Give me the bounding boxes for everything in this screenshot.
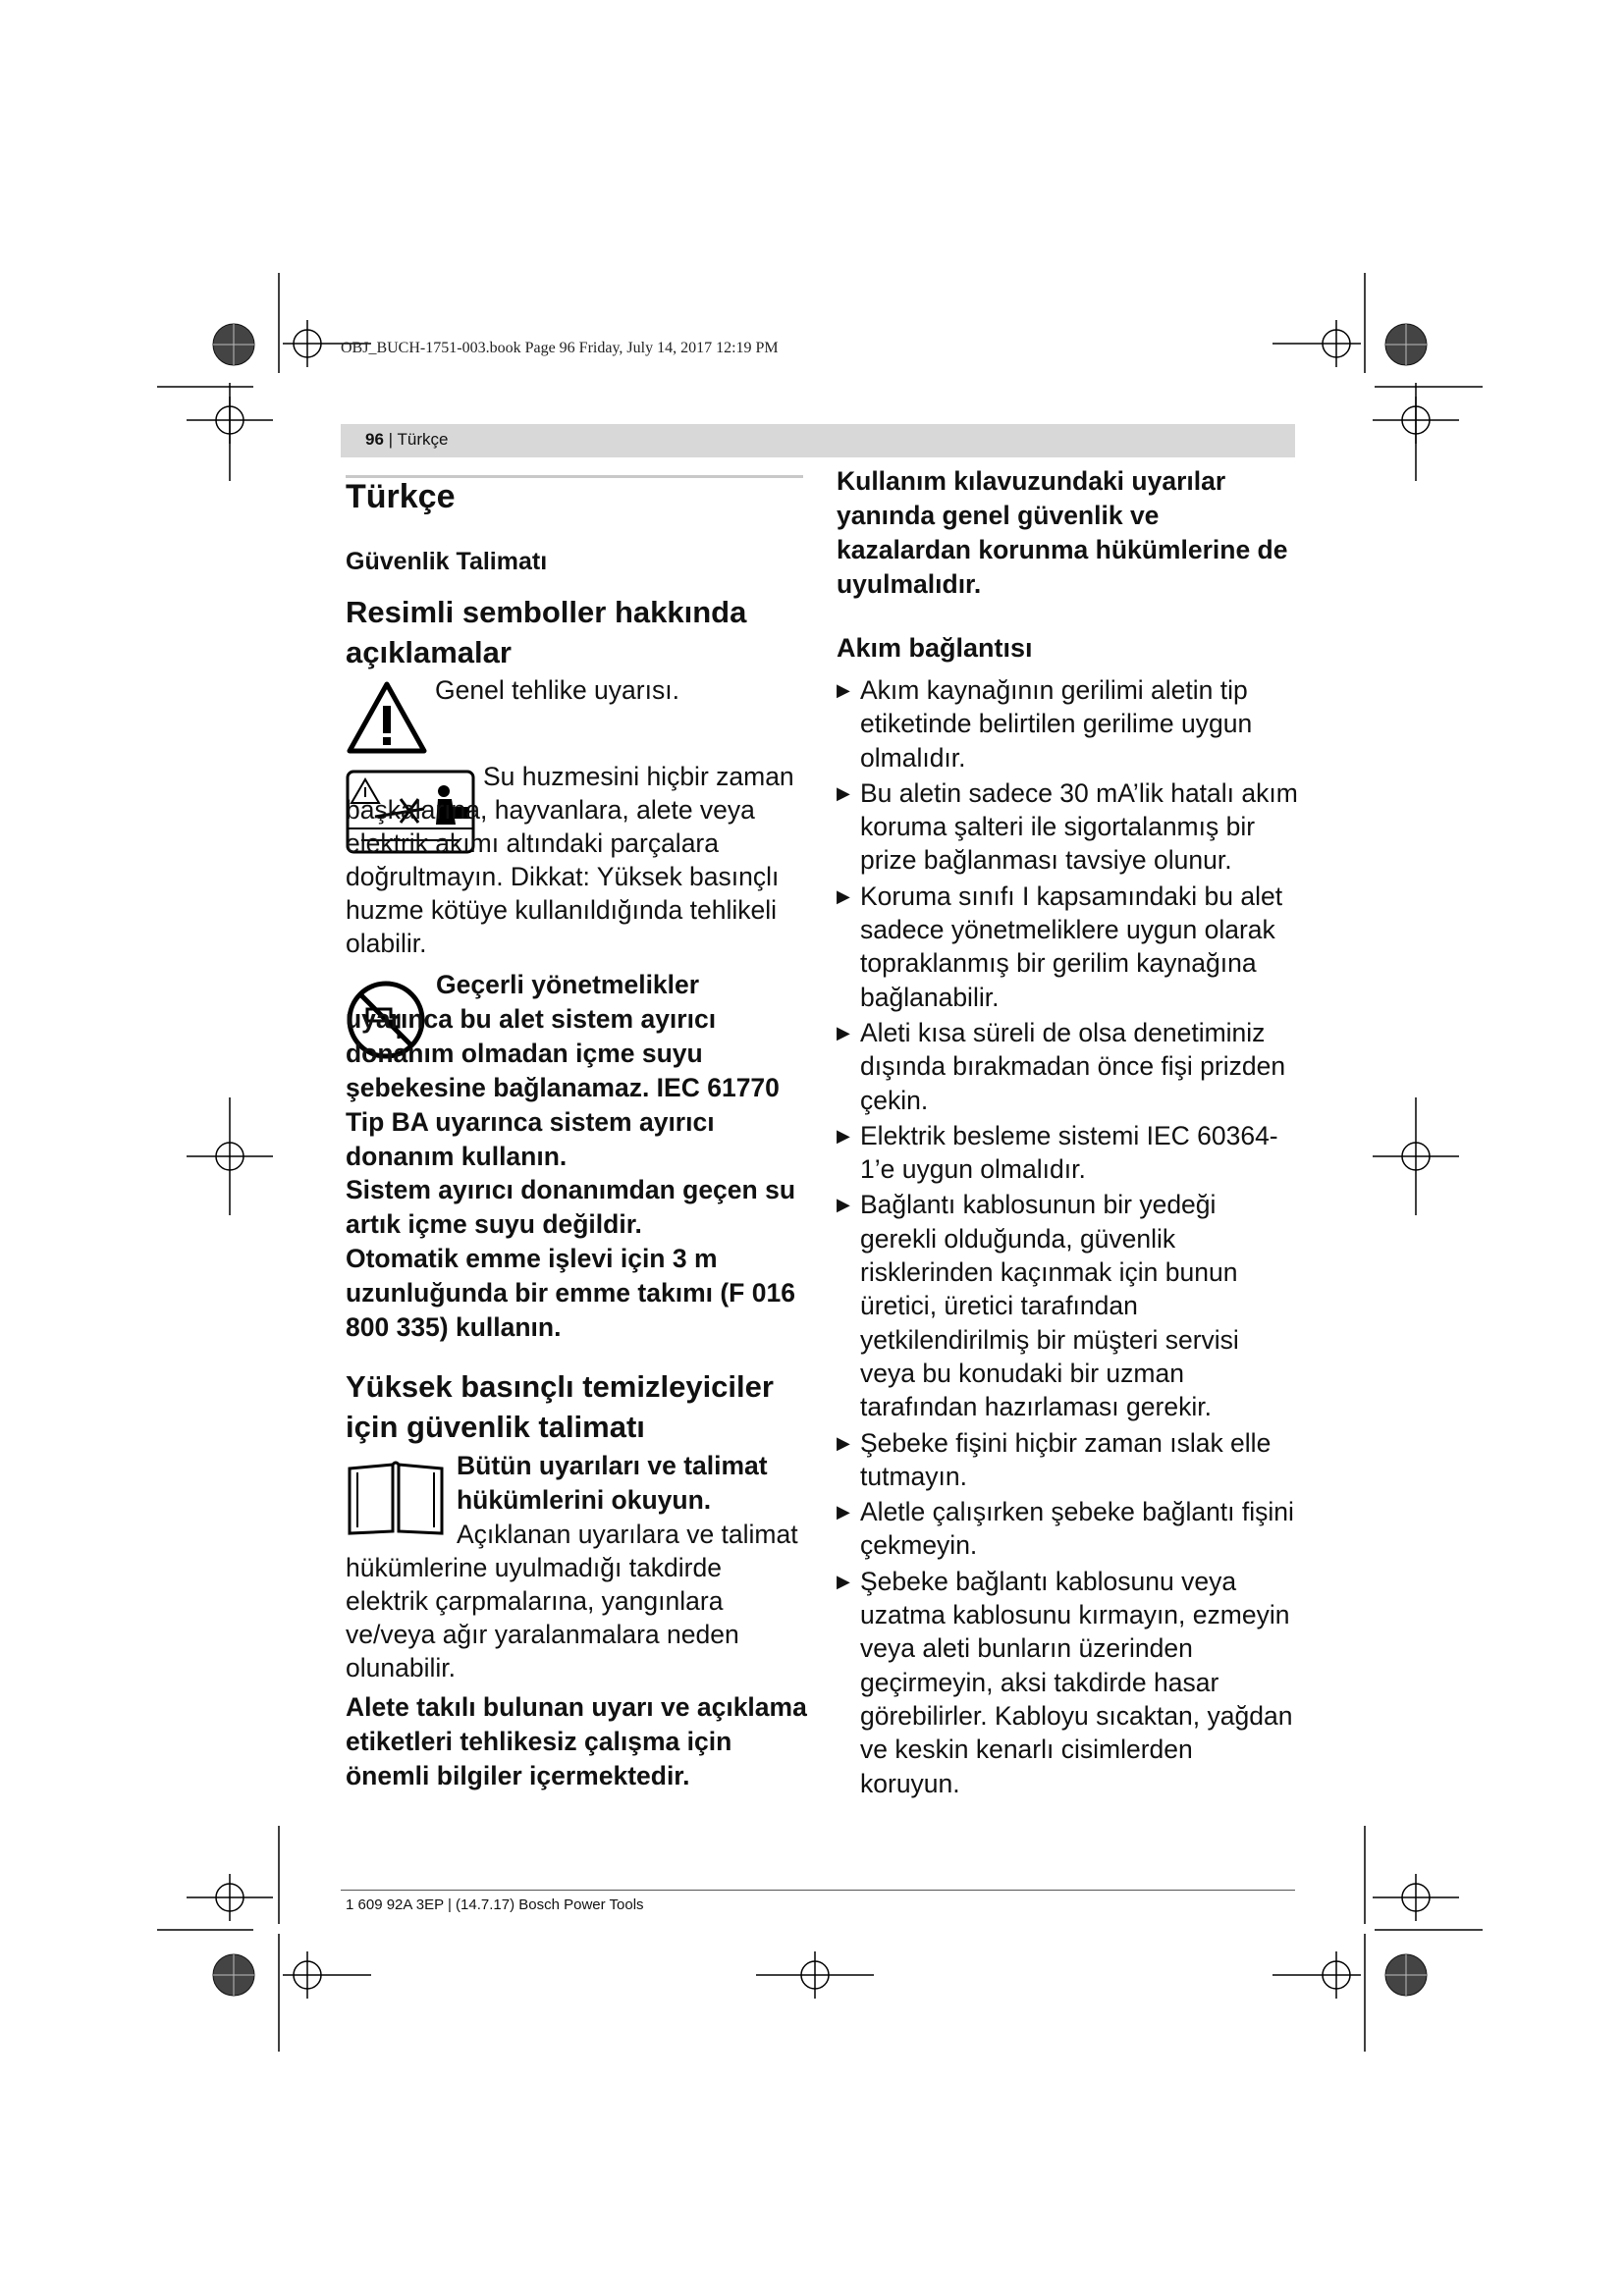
footer-rule [341,1890,1295,1891]
bullet-list [837,673,1298,1802]
bold3-text: Otomatik emme işlevi için 3 m uzunluğunda bir emme takımı (F 016 800 335) kullanın. [346,1244,795,1342]
list-item: ▶ Koruma sınıfı I kapsamındaki bu alet sadece yönetmeliklere uygun olarak topraklanmış bir gerilim kaynağına bağlanabilir. [837,880,1298,1014]
final-bold-text: Alete takılı bulunan uyarı ve açıklama etiketleri tehlikesiz çalışma için önemli bilgiler içermektedir. [346,1692,807,1790]
symbol1-text: Genel tehlike uyarısı. [435,675,679,705]
symbols-heading: Resimli semboller hakkında açıklamalar [346,595,747,669]
warning-triangle-icon [346,680,428,755]
footer-text: 1 609 92A 3EP | (14.7.17) Bosch Power Tools [346,1896,644,1913]
book-text: Açıklanan uyarılara ve talimat hükümlerine uyulmadığı takdirde elektrik çarpmalarına, yangınlara ve/veya ağır yaralanmalara neden olunabilir. [346,1520,798,1682]
list-item: ▶ Elektrik besleme sistemi IEC 60364-1’e uygun olmalıdır. [837,1119,1298,1187]
production-line: OBJ_BUCH-1751-003.book Page 96 Friday, July 14, 2017 12:19 PM [341,340,779,356]
running-header: 96 | Türkçe [365,430,449,449]
bold2-text: Sistem ayırıcı donanımdan geçen su artık içme suyu değildir. [346,1175,796,1239]
header-language: Türkçe [397,430,449,449]
symbol3-text: Geçerli yönetmelikler uyarınca bu alet sistem ayırıcı donanım olmadan içme suyu şebekesine bağlanamaz. IEC 61770 Tip BA uyarınca sistem ayırıcı donanım kullanın. [346,970,780,1171]
book-bold-text: Bütün uyarıları ve talimat hükümlerini okuyun. [457,1451,768,1515]
list-item: ▶ Bu aletin sadece 30 mA’lik hatalı akım koruma şalteri ile sigortalanmış bir prize bağlanması tavsiye olunur. [837,776,1298,878]
symbol2-text: Su huzmesini hiçbir zaman başkalarına, hayvanlara, alete veya elektrik akımı altındaki parçalara doğrultmayın. Dikkat: Yüksek basınçlı huzme kötüye kullanıldığında tehlikeli olabilir. [346,762,794,958]
section-heading: Akım bağlantısı [837,633,1033,663]
list-item: ▶ Şebeke fişini hiçbir zaman ıslak elle tutmayın. [837,1426,1298,1494]
list-item: ▶ Akım kaynağının gerilimi aletin tip etiketinde belirtilen gerilime uygun olmalıdır. [837,673,1298,774]
intro-bold-text: Kullanım kılavuzundaki uyarılar yanında genel güvenlik ve kazalardan korunma hükümlerine de uyulmalıdır. [837,466,1288,599]
list-item: ▶ Aleti kısa süreli de olsa denetiminiz dışında bırakmadan önce fişi prizden çekin. [837,1016,1298,1117]
page-number: 96 [365,430,384,449]
list-item: ▶ Bağlantı kablosunun bir yedeği gerekli olduğunda, güvenlik risklerinden kaçınmak için bunun üretici, üretici tarafından yetkilendirilmiş bir müşteri servisi veya bu konudaki bir uzman tarafından hazırlaması gerekir. [837,1188,1298,1423]
list-item: ▶ Şebeke bağlantı kablosunu veya uzatma kablosunu kırmayın, ezmeyin veya aleti bunların üzerinden geçirmeyin, aksi takdirde hasar görebilirler. Kabloyu sıcaktan, yağdan ve keskin kenarlı cisimlerden koruyun. [837,1565,1298,1800]
safety-heading: Yüksek basınçlı temizleyiciler için güvenlik talimatı [346,1369,774,1444]
list-item: ▶ Aletle çalışırken şebeke bağlantı fişini çekmeyin. [837,1495,1298,1563]
subtitle: Güvenlik Talimatı [346,548,548,575]
header-bar [341,424,1295,457]
page-title: Türkçe [346,478,456,515]
